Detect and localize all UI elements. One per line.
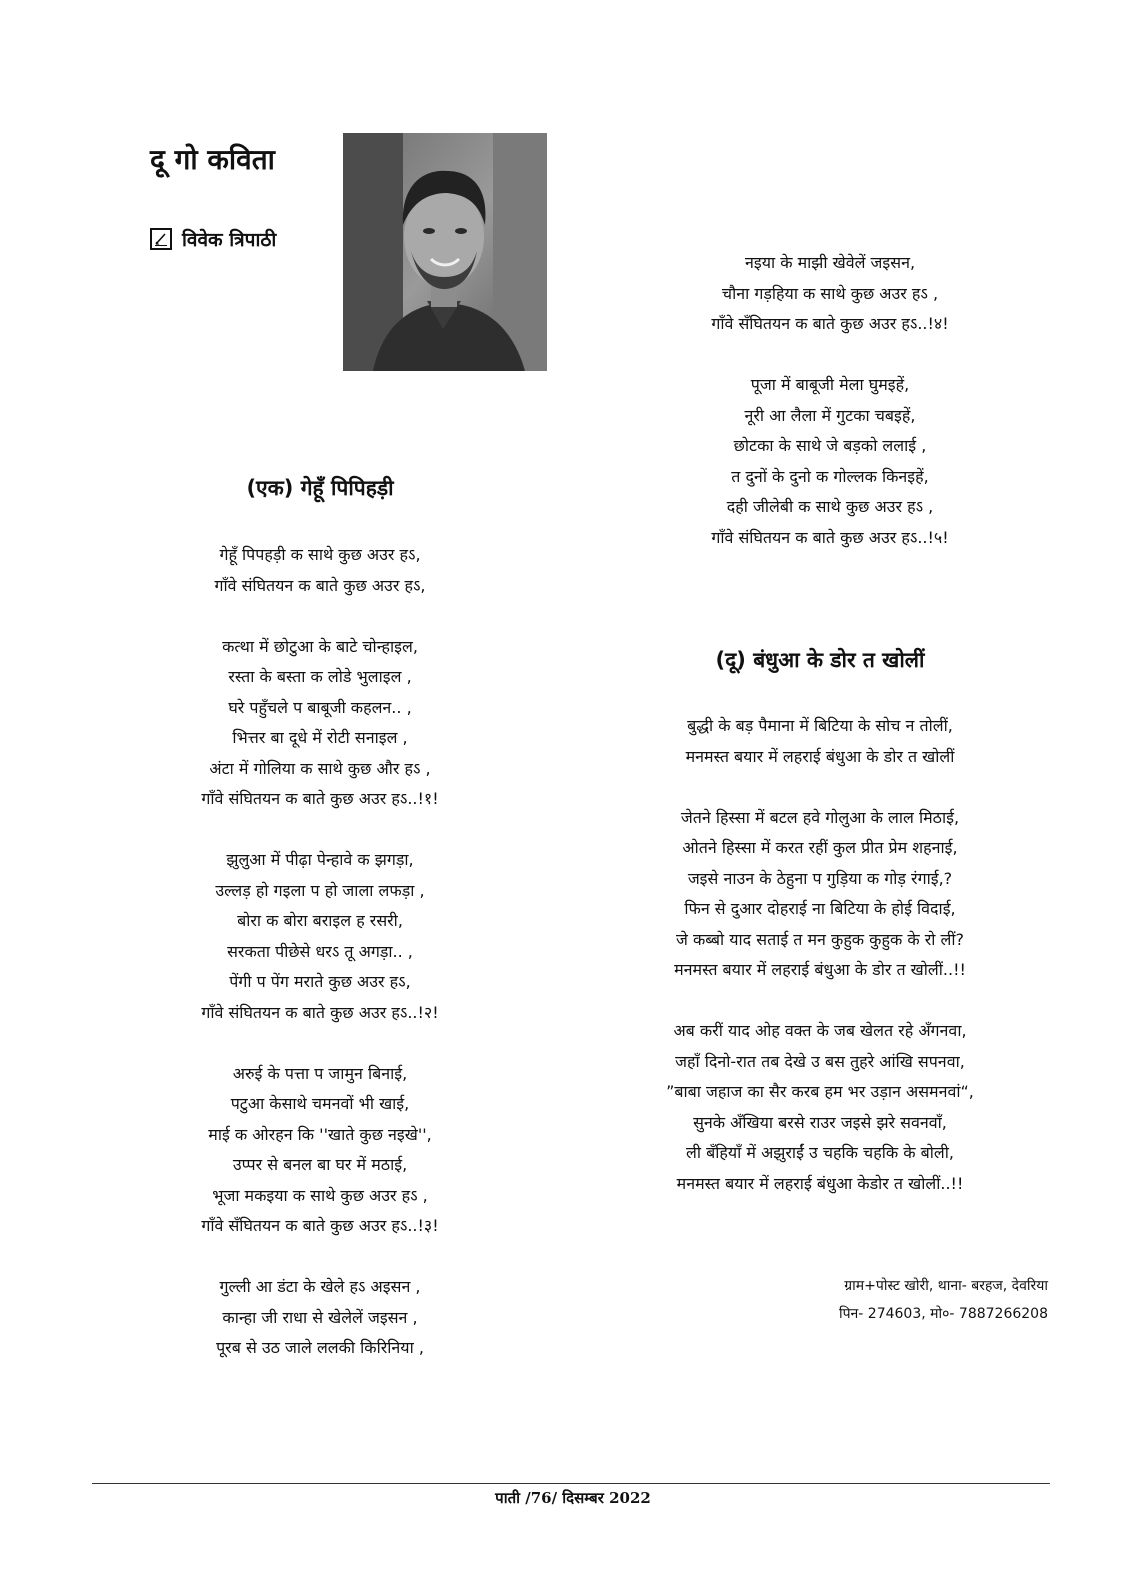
poem-line: भित्तर बा दूधे में रोटी सनाइल , (232, 728, 408, 747)
poem-line: पूजा में बाबूजी मेला घुमइहें, (750, 375, 910, 394)
author-photo (343, 133, 547, 371)
poem1-stanza-7 (610, 370, 1050, 553)
poem-line: उप्पर से बनल बा घर में मठाई, (232, 1155, 408, 1174)
poem-line: पूरब से उठ जाले ललकी किरिनिया , (216, 1338, 424, 1357)
author-address (839, 1272, 1048, 1328)
author-name: विवेक त्रिपाठी (182, 229, 277, 251)
poem-line: कान्हा जी राधा से खेलेलें जइसन , (222, 1307, 418, 1327)
poem1-continued (610, 248, 1050, 584)
page-footer: पाती /76/ दिसम्बर 2022 (495, 1489, 651, 1507)
poem-line: जे कब्बो याद सताई त मन कुहुक कुहुक के रो लीं? (676, 929, 964, 949)
poem-line: दही जीलेबी क साथे कुछ अउर हऽ , (726, 497, 934, 516)
writing-pen-icon (150, 228, 172, 250)
address-line: पिन- 274603, मो०- 7887266208 (838, 1306, 1048, 1322)
poem1-stanza-6 (610, 248, 1050, 340)
poem-line: जेतने हिस्सा में बटल हवे गोलुआ के लाल मिठाई, (680, 807, 960, 827)
poem2-body (590, 711, 1050, 1230)
poem2-stanza-2 (590, 803, 1050, 986)
poem-line: नइया के माझी खेवेलें जइसन, (744, 253, 916, 272)
poem-line: माई क ओरहन कि ''खाते कुछ नइखे'', (208, 1124, 432, 1144)
poem2-heading: (दू) बंधुआ के डोर त खोलीं (715, 648, 925, 672)
author-byline (150, 226, 276, 252)
poem-line: घरे पहुँचले प बाबूजी कहलन.. , (228, 697, 412, 717)
poem-line: नूरी आ लैला में गुटका चबइहें, (744, 405, 916, 425)
poem1-stanza-2 (120, 632, 520, 815)
poem-line: अब करीं याद ओह वक्त के जब खेलत रहे अँगनवा, (673, 1021, 967, 1040)
poem-line: झुलुआ में पीढ़ा पेन्हावे क झगड़ा, (226, 850, 414, 869)
poem-line: ली बँहियाँ में अझुराईं उ चहकि चहकि के बोली, (686, 1143, 954, 1162)
poem-line: गाँवे सँघितयन क बाते कुछ अउर हऽ..!४! (711, 314, 949, 333)
poem-line: मनमस्त बयार में लहराई बंधुआ के डोर त खोलीं (685, 746, 955, 766)
poem-line: मनमस्त बयार में लहराई बंधुआ के डोर त खोलीं..!! (674, 960, 966, 979)
poem-line: पटुआ केसाथे चमनवों भी खाई, (230, 1094, 410, 1113)
poem-line: ”बाबा जहाज का सैर करब हम भर उड़ान असमनवां“, (666, 1082, 974, 1101)
poem-line: गाँवे सँघितयन क बाते कुछ अउर हऽ..!३! (201, 1216, 439, 1235)
poem-line: सुनके अँखिया बरसे राउर जइसे झरे सवनवाँ, (693, 1112, 947, 1132)
poem1-stanza-5 (120, 1272, 520, 1364)
address-line: ग्राम+पोस्ट खोरी, थाना- बरहज, देवरिया (844, 1278, 1048, 1294)
poem-line: बुद्धी के बड़ पैमाना में बिटिया के सोच न तोलीं, (687, 716, 953, 735)
poem2-stanza-3 (590, 1016, 1050, 1199)
poem-line: जइसे नाउन के ठेहुना प गुड़िया क गोड़ रंगाई,? (687, 868, 953, 888)
poem-line: अंटा में गोलिया क साथे कुछ और हऽ , (209, 758, 431, 778)
poem-line: गाँवे संघितयन क बाते कुछ अउर हऽ, (214, 575, 426, 595)
poem1-stanza-4 (120, 1059, 520, 1242)
poem-line: ओतने हिस्सा में करत रहीं कुल प्रीत प्रेम शहनाई, (682, 838, 958, 857)
footer-divider (92, 1483, 1050, 1484)
poem-line: गाँवे संघितयन क बाते कुछ अउर हऽ..!२! (201, 1002, 439, 1022)
poem-line: पेंगी प पेंग मराते कुछ अउर हऽ, (229, 972, 411, 991)
poem-line: मनमस्त बयार में लहराई बंधुआ केडोर त खोलीं..!! (676, 1173, 964, 1193)
poem-line: गाँवे संघितयन क बाते कुछ अउर हऽ..!५! (711, 527, 949, 547)
poem-line: चौना गड़हिया क साथे कुछ अउर हऽ , (721, 283, 939, 303)
poem-line: उल्लड़ हो गइला प हो जाला लफड़ा , (215, 880, 425, 900)
poem-line: भूजा मकइया क साथे कुछ अउर हऽ , (212, 1185, 428, 1205)
poem-line: रस्ता के बस्ता क लोडे भुलाइल , (228, 667, 412, 686)
poem1-stanza-1 (120, 540, 520, 601)
poem-line: गुल्ली आ डंटा के खेले हऽ अइसन , (219, 1277, 421, 1296)
page-title: दू गो कविता (150, 143, 275, 176)
poem-line: सरकता पीछेसे धरऽ तू अगड़ा.. , (227, 941, 413, 961)
poem2-stanza-1 (590, 711, 1050, 772)
poem-line: गाँवे संघितयन क बाते कुछ अउर हऽ..!१! (201, 789, 439, 808)
poem-line: गेहूँ पिपहड़ी क साथे कुछ अउर हऽ, (219, 545, 421, 564)
poem-line: त दुनों के दुनो क गोल्लक किनइहें, (731, 466, 929, 486)
poem-line: बोरा क बोरा बराइल ह रसरी, (237, 911, 403, 930)
poem-line: छोटका के साथे जे बड़को ललाई , (733, 436, 927, 455)
poem-line: कत्था में छोटुआ के बाटे चोन्हाइल, (222, 636, 418, 656)
poem1-heading: (एक) गेहूँ पिपिहड़ी (246, 476, 394, 500)
poem-line: फिन से दुआर दोहराई ना बिटिया के होई विदाई, (684, 899, 956, 918)
poem-line: जहाँ दिनो-रात तब देखे उ बस तुहरे आंखि सपनवा, (675, 1051, 965, 1071)
poem-line: अरुई के पत्ता प जामुन बिनाई, (232, 1063, 408, 1083)
poem1-stanza-3 (120, 845, 520, 1028)
poem1-body (120, 540, 520, 1394)
